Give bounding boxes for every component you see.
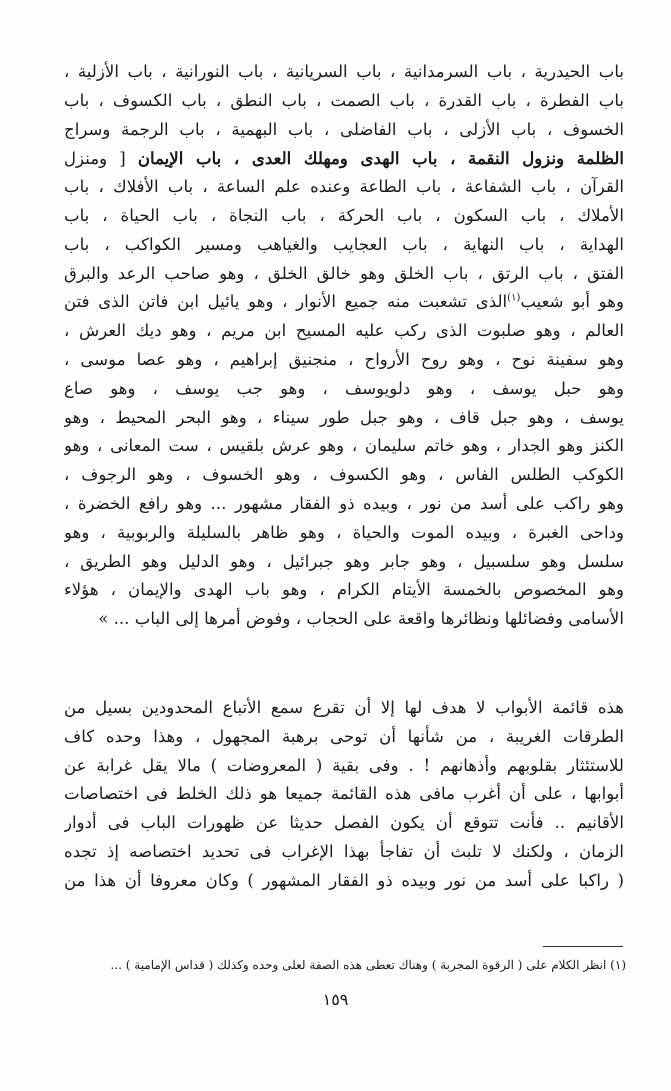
text-line-1: باب الحيدرية ، باب السرمدانية ، باب السريانية ، باب النورانية ، باب الأزلية ، <box>64 62 624 81</box>
text-line-11: وهو سفينة نوح ، وهو روح الأرواح ، منجنيق إبراهيم ، وهو عصا موسى ، <box>64 349 624 369</box>
para-line-5: الأقانيم .. فأنت تتوقع أن يكون الفصل حديثا عن ظهورات الباب فى أدوار <box>64 813 624 833</box>
text-line-2: باب الفطرة ، باب القدرة ، باب الصمت ، باب النطق ، باب الكسوف ، باب <box>64 90 624 110</box>
para-line-1: هذه قائمة الأبواب لا هدف لها إلا أن تقرع سمع الأتباع المحدودين بسيل من <box>64 698 624 717</box>
text-line-16: وهو راكب على أسد من نور ، وبيده ذو الفقار مشهور ... وهو رافع الخضرة ، <box>64 493 624 513</box>
text-line-6: الأملاك ، باب السكون ، باب الحركة ، باب النجاة ، باب الحياة ، باب <box>64 205 624 225</box>
para-line-4: أبوابها ، على أن أغرب مافى هذه القائمة جميعا هو ذلك الخلط فى اختصاصات <box>64 784 624 804</box>
text-line-19: وهو المخصوص بالخمسة الأيتام الكرام ، وهو باب الهدى والإيمان ، هؤلاء <box>64 580 624 600</box>
text-line-4 <box>64 144 624 173</box>
text-line-9 <box>64 288 624 317</box>
commentary-paragraph <box>64 694 624 896</box>
text-line-20: الأسامى وفضائلها ونظائرها واقعة على الحجاب ، وفوض أمرها إلى الباب ... » <box>98 609 624 629</box>
text-line-3: الخسوف ، باب الأزلى ، باب الفاضلى ، باب البهمية ، باب الرجمة وسراج <box>64 119 624 139</box>
para-line-2: الطرقات الغريبة ، من شأنها أن توحى برهبة المجهول ، وهذا وحده كاف <box>64 726 624 746</box>
footnote-separator <box>543 946 623 947</box>
bold-segment: الظلمة ونزول النقمة ، باب الهدى ومهلك العدى ، باب الإيمان <box>137 148 624 169</box>
footnote-marker: (١) <box>507 292 521 304</box>
text-line-9-rest: الذى تشعبت منه جميع الأنوار ، وهو يائيل ابن فاتن الذى فتن <box>64 292 508 312</box>
text-line-15: الكوكب الطلس الفاس ، وهو الكسوف ، وهو الخسوف ، وهو الرجوف ، <box>64 465 624 485</box>
text-line-4-rest: [ ومنزل <box>64 149 126 169</box>
text-line-7: الهداية ، باب النهاية ، باب العجايب والغياهب ومسير الكواكب ، باب <box>64 234 624 254</box>
text-line-13: يوسف ، وهو جبل قاف ، وهو جبل طور سيناء ، وهو البحر المحيط ، وهو <box>64 407 624 427</box>
text-line-10: العالم ، وهو صلبوت الذى ركب عليه المسيح ابن مريم ، وهو ديك العرش ، <box>64 321 624 341</box>
text-line-9-start: وهو أبو شعيب <box>520 292 624 312</box>
text-line-14: الكنز وهو الجدار ، وهو خاتم سليمان ، وهو عرش بلقيس ، ست المعانى ، وهو <box>64 436 624 456</box>
text-line-18: سلسل وهو سلسبيل ، وهو جابر وهو جبرائيل ، وهو الدليل وهو الطريق ، <box>64 551 624 571</box>
para-line-6: الزمان ، ولكنك لا تلبث أن تفاجأ بهذا الإغراب فى تحديد اختصاصه إذ تجده <box>64 841 624 861</box>
quoted-list-text <box>64 58 624 634</box>
text-line-12: وهو حبل يوسف ، وهو دلويوسف ، وهو جب يوسف ، وهو صاع <box>64 378 624 398</box>
para-line-7: ( راكبا على أسد من نور وبيده ذو الفقار المشهور ) وكان معروفا أن هذا من <box>64 870 624 890</box>
footnote: (١) انظر الكلام على ( الرقوة المجربة ) وهناك تعطى هذه الصفة لعلى وحده وكذلك ( قداس الإمامية ) ... <box>110 958 626 972</box>
text-line-8: الفتق ، باب الرتق ، باب الخلق وهو خالق الخلق ، وهو صاحب الرعد والبرق <box>64 263 624 283</box>
page-number: ١٥٩ <box>322 990 349 1009</box>
para-line-3: للاستئثار بقلوبهم وأذهانهم ! . وفى بقية ( المعروضات ) مالا يقل غرابة عن <box>64 755 624 775</box>
text-line-17: وداحى الغبرة ، وبيده الموت والحياة ، وهو ظاهر بالسليلة والربوبية ، وهو <box>64 522 624 542</box>
text-line-5: القرآن ، باب الشفاعة ، باب الطاعة وعنده علم الساعة ، باب الأفلاك ، باب <box>64 177 624 197</box>
